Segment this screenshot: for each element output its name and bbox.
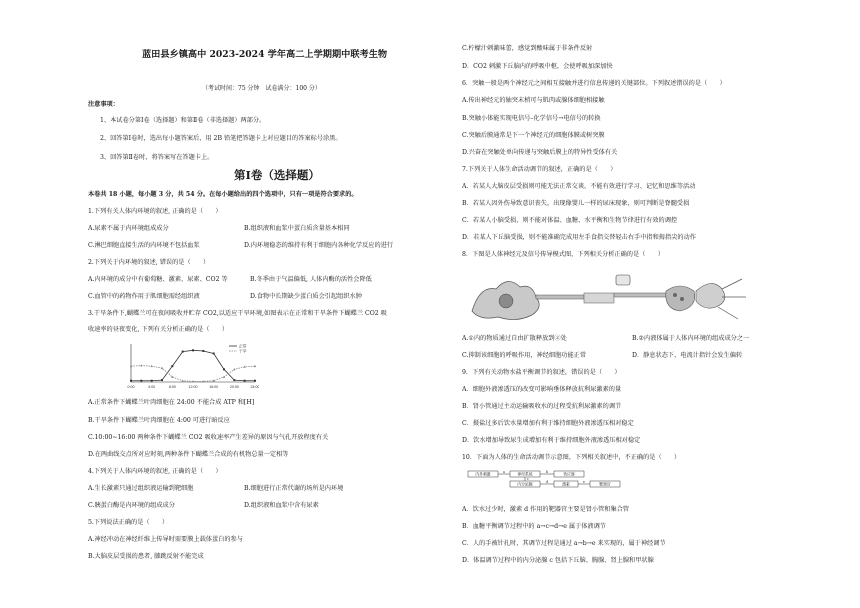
option: B.②内液体属于人体内环境的组成成分之一: [632, 335, 750, 342]
x-tick-label: 0:00: [127, 385, 135, 389]
section-title: 第Ⅰ卷（选择题）: [234, 168, 320, 182]
option: C.血管中的药物作用于肌细胞需经组织液: [88, 293, 200, 300]
exam-info: （考试时间：75 分钟 试卷满分：100 分）: [202, 85, 321, 92]
legend-label: 正常: [239, 344, 247, 349]
neuron-diagram: [466, 267, 782, 327]
flow-arrow-label: a: [503, 470, 505, 474]
data-point: [233, 379, 235, 381]
option: C.淋巴细胞直接生活的内环境不包括血浆: [88, 242, 200, 249]
flow-box-label: 内外刺激: [475, 471, 491, 477]
page-title: 蓝田县乡镇高中 2023-2024 学年高二上学期期中联考生物: [142, 49, 388, 60]
option: D.兴奋在突触处单向传递与突触后膜上的特异性受体有关: [462, 149, 618, 156]
data-point: [161, 379, 163, 381]
question-7: 7.下列关于人体生命活动调节的叙述，正确的是（ ）: [462, 166, 617, 173]
option: A.生长激素只通过组织液运输到靶细胞: [88, 485, 194, 492]
option: B．肾小管通过主动运输吸收水的过程受抗利尿激素的调节: [462, 403, 622, 410]
option: B.组织液和血浆中蛋白质含量基本相同: [244, 225, 350, 232]
option: B.冬季由于气温偏低, 人体内酶的活性会降低: [250, 276, 372, 283]
option: D.内环境稳态的维持有利于细胞内各种化学反应的进行: [244, 242, 394, 249]
option: A.内环境的成分中有葡萄糖、激素、尿素、CO2 等: [88, 276, 228, 283]
option: C．摄盐过多后饮水量增加有利于维持细胞外液渗透压相对稳定: [462, 420, 634, 427]
data-point: [171, 365, 173, 367]
option: B．血糖平衡调节过程中的 a→c→d→e 属于体液调节: [462, 523, 606, 530]
option: C.柠檬汁刺激味蕾，感觉到酸味属于非条件反射: [462, 45, 593, 52]
option: A.正常条件下蝴蝶兰叶肉细胞在 24:00 不能合成 ATP 和[H]: [88, 399, 255, 406]
option: B.细胞进行正常代谢的场所是内环境: [244, 485, 344, 492]
question-3-cont: 收速率的昼夜变化, 下列有关分析正确的是（ ）: [88, 326, 229, 333]
option: A．若某人大脑皮层受损则可能无法正常交谈，不能有效进行学习、记忆和思维等活动: [462, 183, 696, 190]
note-item: 1、本试卷分第Ⅰ卷（选择题）和第Ⅱ卷（非选择题）两部分。: [100, 117, 266, 124]
x-tick-label: 24:00: [250, 385, 259, 389]
option: D．若某人下丘脑受损，则不能准确完成用左手食指交替轻击右手中指和拇指尖的动作: [462, 234, 696, 241]
regulation-flow-diagram: [466, 470, 720, 488]
option: D．饮水增加导致尿生成增加有利于维持细胞外液渗透压相对稳定: [462, 437, 641, 444]
x-tick-label: 8:00: [168, 385, 176, 389]
data-point: [233, 368, 235, 370]
option: A.神经冲动在神经纤维上传导时需要膜上载体蛋白的参与: [88, 536, 243, 543]
option: C.抑制该细胞的呼吸作用，神经细胞功能正常: [462, 352, 587, 359]
question-10: 10．下面为人体的生命活动调节示意图，下列相关叙述中，不正确的是（ ）: [462, 454, 681, 461]
option: D．CO2 刺激下丘脑内的呼吸中枢，会使呼吸加深加快: [462, 63, 613, 70]
flow-arrow-label: c: [527, 477, 529, 481]
option: A.尿素不属于内环境组成成分: [88, 225, 169, 232]
question-5: 5.下列说法正确的是（ ）: [88, 519, 169, 526]
data-point: [151, 380, 153, 382]
legend-label: 干旱: [239, 349, 247, 354]
flow-box-label: 激素: [562, 481, 570, 487]
x-tick-label: 16:00: [209, 385, 219, 389]
question-6: 6．突触一般是两个神经元之间相互接触并进行信息传递的关键部位。下列叙述错误的是（ ）: [462, 80, 726, 87]
flow-arrow-label: b: [546, 470, 549, 474]
option: A．饮水过少时，激素 d 作用的靶器官主要是肾小管和集合管: [462, 506, 630, 513]
data-point: [213, 353, 215, 355]
option: A.传出神经元的轴突末梢可与肌肉或腺体细胞相接触: [462, 97, 605, 104]
option: B．若某人因外伤导致意识丧失，出现像婴儿一样的尿床现象，则可判断是脊髓受损: [462, 200, 690, 207]
option: B.大脑皮层受损的患者, 膝跳反射不能完成: [88, 553, 204, 560]
flow-box-label: 效应器: [563, 471, 575, 477]
data-point: [192, 349, 194, 351]
data-point: [182, 351, 184, 353]
option: D.食物中长期缺少蛋白质会引起组织水肿: [250, 293, 362, 300]
x-tick-label: 20:00: [229, 385, 239, 389]
series-line-drought: [131, 366, 255, 382]
data-point: [202, 350, 204, 352]
option: A．细胞外液渗透压的改变可影响垂体释放抗利尿激素的量: [462, 386, 622, 393]
data-point: [150, 365, 152, 367]
option: C．若某人小脑受损，则不能对体温、血糖、水平衡和生物节律进行有效的调控: [462, 217, 678, 224]
question-2: 2.下列关于内环境的叙述, 错误的是（ ）: [88, 259, 210, 266]
flow-box-label: 内分泌腺: [517, 481, 533, 487]
option: D．静息状态下，电流计指针会发生偏转: [632, 352, 743, 359]
data-point: [140, 380, 142, 382]
series-line-normal: [131, 350, 255, 380]
notes-heading: 注意事项：: [88, 101, 119, 108]
data-point: [254, 380, 256, 382]
note-item: 2、回答第Ⅰ卷时，选出每小题答案后，用 2B 铅笔把答题卡上对应题目的答案标号涂黑。: [100, 135, 342, 142]
flow-box-label: 靶器官: [599, 481, 611, 487]
question-9: 9．下列有关动物水盐平衡调节的叙述，错误的是（ ）: [462, 369, 621, 376]
data-point: [130, 380, 132, 382]
x-tick-label: 12:00: [188, 385, 198, 389]
option: B.突触小体能实现电信号–化学信号→电信号的转换: [462, 115, 601, 122]
question-1: 1.下列有关人体内环境的叙述, 正确的是（ ）: [88, 208, 222, 215]
x-tick-label: 4:00: [148, 385, 156, 389]
option: D.在两曲线交点所对应时刻,两种条件下蝴蝶兰合成的有机物总量一定相等: [88, 451, 289, 458]
question-4: 4.下列关于人体内环境的叙述, 正确的是（ ）: [88, 468, 222, 475]
option: C.10:00~16:00 两种条件下蝴蝶兰 CO2 吸收速率产生差异的原因与气孔开放程度有关: [88, 434, 329, 441]
question-3: 3.干旱条件下,蝴蝶兰可在夜间吸收并贮存 CO2,以适应干旱环境,如图表示在正常和干旱条件下蝴蝶兰 CO2 吸: [88, 310, 387, 317]
co2-absorption-chart: [119, 340, 259, 392]
option: C．人的手被针扎时，其调节过程是通过 a→b→e 来实现的，属于神经调节: [462, 540, 666, 547]
data-point: [181, 379, 183, 381]
option: D.组织液和血浆中含有尿素: [244, 502, 319, 509]
data-point: [244, 380, 246, 382]
option: A.①内的物质通过自由扩散释放到②处: [462, 335, 567, 342]
question-8: 8．下图是人体神经元及信号传导模式图，下列相关分析正确的是（ ）: [462, 251, 664, 258]
option: B.干旱条件下蝴蝶兰叶肉细胞在 4:00 可进行暗反应: [88, 417, 230, 424]
section-instruction: 本卷共 18 小题，每小题 3 分，共 54 分。在每小题给出的四个选项中，只有一项是符合要求的。: [88, 191, 358, 198]
option: C.胰蛋白酶是内环境的组成成分: [88, 502, 175, 509]
data-point: [223, 368, 225, 370]
flow-box-label: 神经系统: [517, 471, 533, 477]
flow-arrow-label: e: [583, 480, 585, 484]
note-item: 3、回答第Ⅱ卷时，将答案写在答题卡上。: [100, 154, 214, 161]
flow-arrow-label: d: [546, 480, 549, 484]
option: C.突触后膜通常是下一个神经元的细胞体膜或树突膜: [462, 132, 605, 139]
option: D．体温调节过程中的内分泌腺 c 包括下丘脑、胸腺、肾上腺和甲状腺: [462, 557, 654, 564]
